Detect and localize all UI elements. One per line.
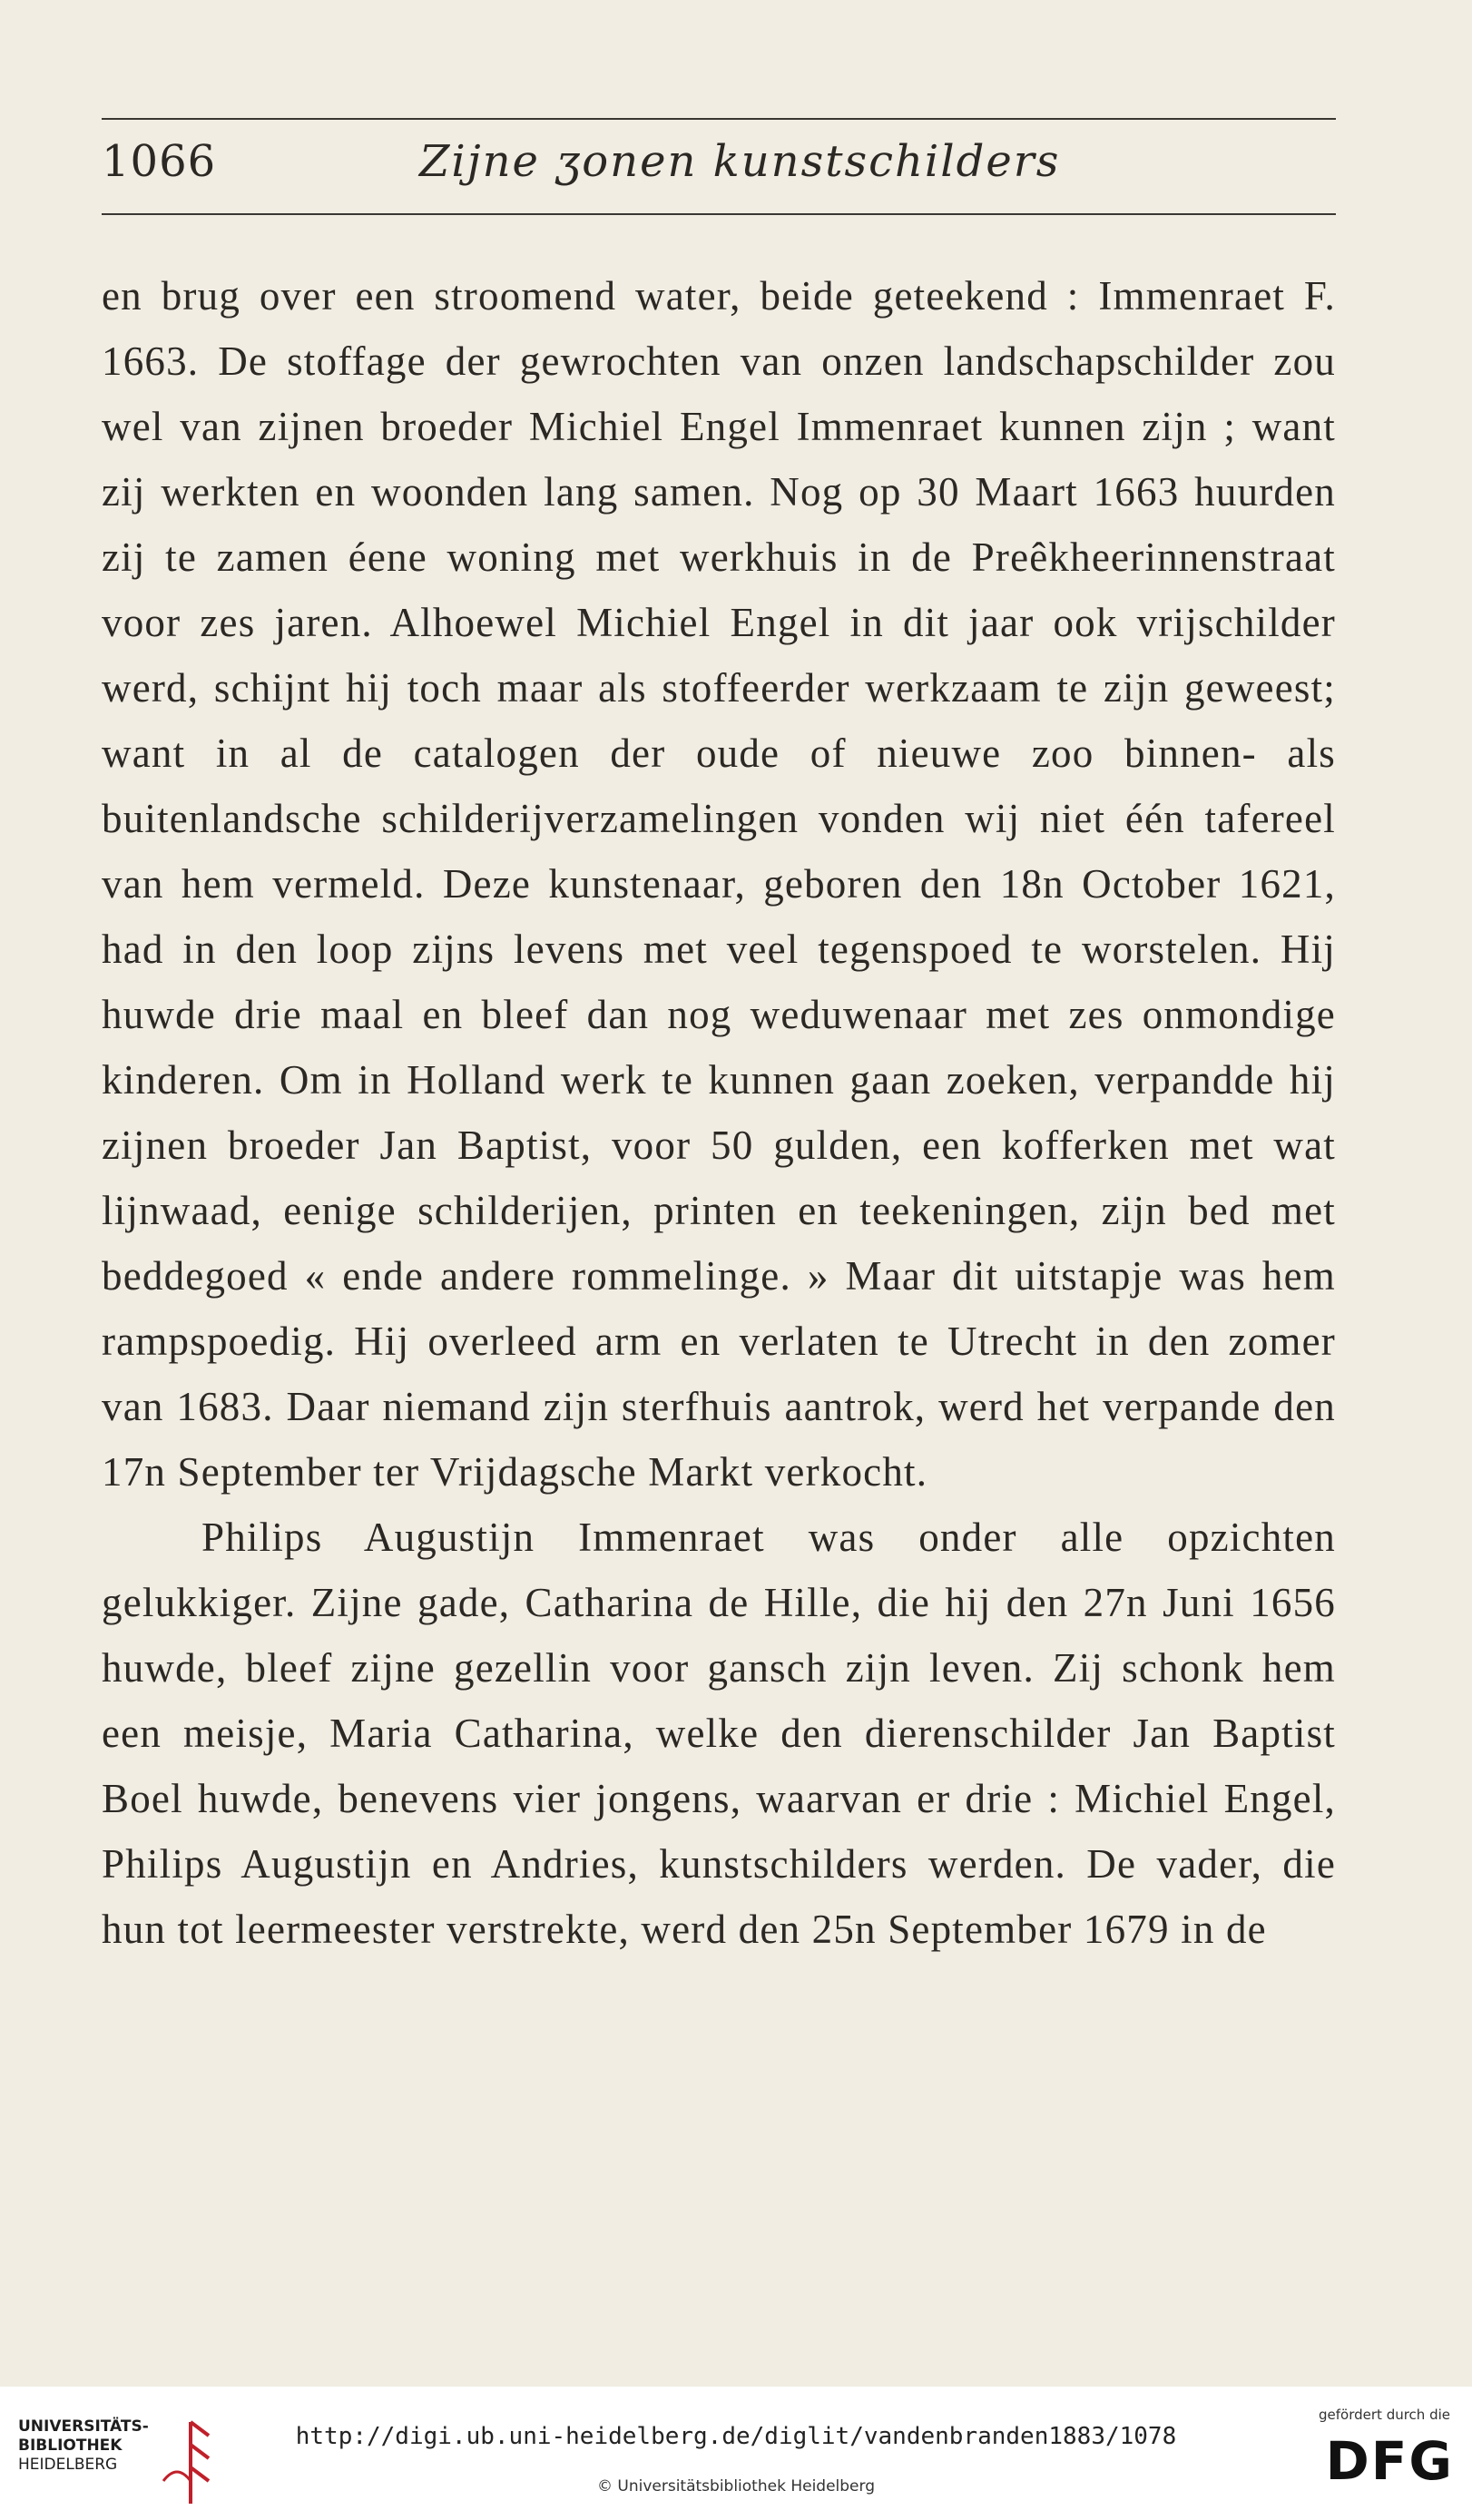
footer	[0, 2387, 1472, 2520]
dfg-logo: DFG	[1325, 2430, 1454, 2492]
body-text	[102, 263, 1336, 1962]
running-title: Zijne ʒonen kunstschilders	[419, 136, 1061, 187]
library-line-1: UNIVERSITÄTS-	[18, 2417, 149, 2436]
source-url[interactable]: http://digi.ub.uni-heidelberg.de/diglit/vandenbranden1883/1078	[295, 2423, 1177, 2450]
sponsor-note: gefördert durch die	[1319, 2407, 1450, 2423]
top-rule	[102, 118, 1336, 120]
copyright: © Universitätsbibliothek Heidelberg	[596, 2477, 875, 2495]
library-line-2: BIBLIOTHEK	[18, 2437, 123, 2455]
library-line-3: HEIDELBERG	[18, 2456, 118, 2474]
page-number: 1066	[102, 136, 217, 187]
page-header	[102, 136, 1336, 209]
header-rule	[102, 213, 1336, 215]
paragraph-1: en brug over een stroomend water, beide geteekend : Immenraet F. 1663. De stoffage der gewrochten van onzen landschapschilder zou wel van zijnen broeder Michiel Engel Immenraet kunnen zijn ; want zij werkten en woonden lang samen. Nog op 30 Maart 1663 huurden zij te zamen éene woning met werkhuis in de Preêkheerinnenstraat voor zes jaren. Alhoewel Michiel Engel in dit jaar ook vrijschilder werd, schijnt hij toch maar als stoffeerder werkzaam te zijn geweest; want in al de catalogen der oude of nieuwe zoo binnen- als buitenlandsche schilderijverzamelingen vonden wij niet één tafereel van hem vermeld. Deze kunstenaar, geboren den 18n October 1621, had in den loop zijns levens met veel tegenspoed te worstelen. Hij huwde drie maal en bleef dan nog weduwenaar met zes onmondige kinderen. Om in Holland werk te kunnen gaan zoeken, verpandde hij zijnen broeder Jan Baptist, voor 50 gulden, een kofferken met wat lijnwaad, eenige schilderijen, printen en teekeningen, zijn bed met beddegoed « ende andere rommelinge. » Maar dit uitstapje was hem rampspoedig. Hij overleed arm en verlaten te Utrecht in den zomer van 1683. Daar niemand zijn sterfhuis aantrok, werd het verpande den 17n September ter Vrijdagsche Markt verkocht.	[102, 273, 1336, 1495]
paragraph-2: Philips Augustijn Immenraet was onder alle opzichten gelukkiger. Zijne gade, Catharina de Hille, die hij den 27n Juni 1656 huwde, bleef zijne gezellin voor gansch zijn leven. Zij schonk hem een meisje, Maria Catharina, welke den dierenschilder Jan Baptist Boel huwde, benevens vier jongens, waarvan er drie : Michiel Engel, Philips Augustijn en Andries, kunstschilders werden. De vader, die hun tot leermeester verstrekte, werd den 25n September 1679 in de	[102, 1515, 1336, 1952]
